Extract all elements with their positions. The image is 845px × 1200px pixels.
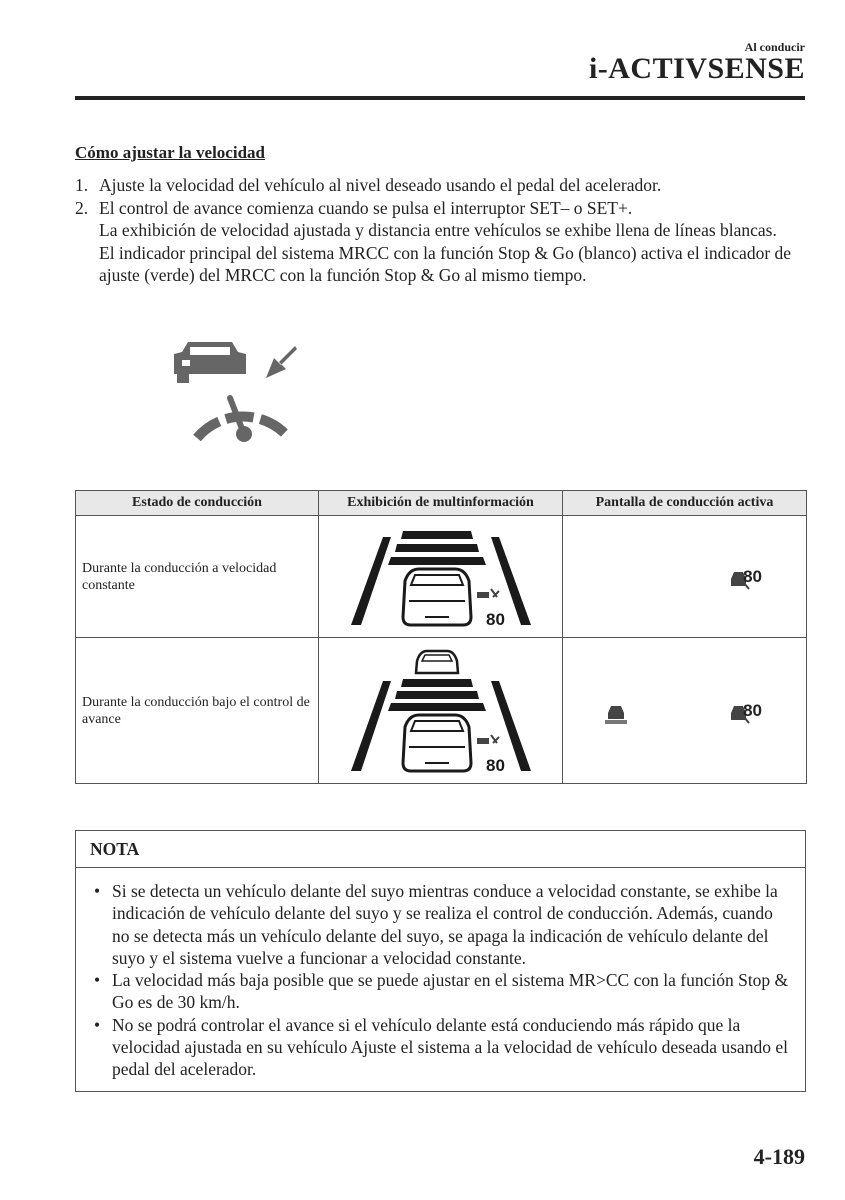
mrcc-indicator-icon bbox=[477, 589, 499, 598]
note-text: No se podrá controlar el avance si el vehículo delante está conduciendo más rápido que la velocidad ajustada en su vehículo Ajuste el sistema a la velocidad de vehículo deseada usando el pedal del acelerador. bbox=[112, 1014, 788, 1080]
note-text: Si se detecta un vehículo delante del suyo mientras conduce a velocidad constante, se exhibe la indicación de vehículo delante del suyo y se realiza el control de conducción. Además, cuando no se detecta más un vehículo delante del suyo, se apaga la indicación de vehículo delante del suyo y el sistema vuelve a funcionar a velocidad constante. bbox=[112, 881, 778, 968]
header-rule bbox=[75, 96, 805, 100]
steps-list bbox=[75, 174, 795, 287]
page-number: 4-189 bbox=[753, 1144, 805, 1169]
table-header: Estado de conducción bbox=[76, 491, 319, 516]
step-text: Ajuste la velocidad del vehículo al nivel deseado usando el pedal del acelerador. bbox=[99, 175, 662, 195]
note-item bbox=[90, 880, 793, 969]
note-list bbox=[76, 868, 805, 1091]
apd-speed-value: 80 bbox=[743, 566, 762, 586]
set-speed-value: 80 bbox=[486, 755, 505, 775]
note-item bbox=[90, 969, 793, 1014]
step-number: 1. bbox=[75, 175, 89, 195]
apd-cell bbox=[563, 516, 807, 638]
table-row bbox=[76, 516, 807, 638]
multi-info-display bbox=[319, 517, 563, 637]
lead-car-icon bbox=[416, 651, 458, 673]
apd-speed-value: 80 bbox=[743, 700, 762, 720]
multi-info-display bbox=[319, 639, 563, 783]
section-heading: Cómo ajustar la velocidad bbox=[75, 143, 265, 162]
own-car-icon bbox=[403, 569, 471, 625]
step-item bbox=[75, 174, 795, 197]
step-number: 2. bbox=[75, 197, 89, 218]
own-car-icon bbox=[403, 715, 471, 771]
note-box bbox=[75, 830, 806, 1092]
table-header: Pantalla de conducción activa bbox=[563, 491, 807, 516]
step-item bbox=[75, 197, 795, 287]
header-section-label: Al conducir bbox=[744, 40, 805, 54]
display-cell bbox=[319, 516, 563, 638]
apd-cell bbox=[563, 638, 807, 784]
step-detail: La exhibición de velocidad ajustada y distancia entre vehículos se exhibe llena de líneas blancas. El indicador principal del sistema MRCC con la función Stop & Go (blanco) activa el indicador de ajuste (verde) del MRCC con la función Stop & Go al mismo tiempo. bbox=[99, 220, 792, 285]
mrcc-indicator-icon bbox=[477, 735, 499, 744]
lead-car-icon bbox=[603, 703, 629, 725]
state-text: Durante la conducción bajo el control de avance bbox=[82, 694, 310, 727]
driving-status-table bbox=[75, 490, 807, 784]
note-text: La velocidad más baja posible que se puede ajustar en el sistema MR>CC con la función Stop & Go es de 30 km/h. bbox=[112, 970, 789, 1013]
state-cell bbox=[76, 516, 319, 638]
state-cell bbox=[76, 638, 319, 784]
bullet-icon: • bbox=[94, 881, 101, 901]
table-header: Exhibición de multinformación bbox=[319, 491, 563, 516]
page-title: i-ACTIVSENSE bbox=[588, 52, 805, 85]
bullet-icon: • bbox=[94, 1014, 101, 1035]
display-cell bbox=[319, 638, 563, 784]
state-text: Durante la conducción a velocidad constante bbox=[82, 560, 277, 593]
mrcc-speedometer-icon bbox=[170, 338, 300, 448]
table-row bbox=[76, 638, 807, 784]
bullet-icon: • bbox=[94, 970, 101, 991]
set-speed-value: 80 bbox=[486, 609, 505, 629]
note-item bbox=[90, 1014, 793, 1081]
step-text: El control de avance comienza cuando se pulsa el interruptor SET– o SET+. bbox=[99, 197, 633, 218]
note-title: NOTA bbox=[76, 831, 805, 868]
